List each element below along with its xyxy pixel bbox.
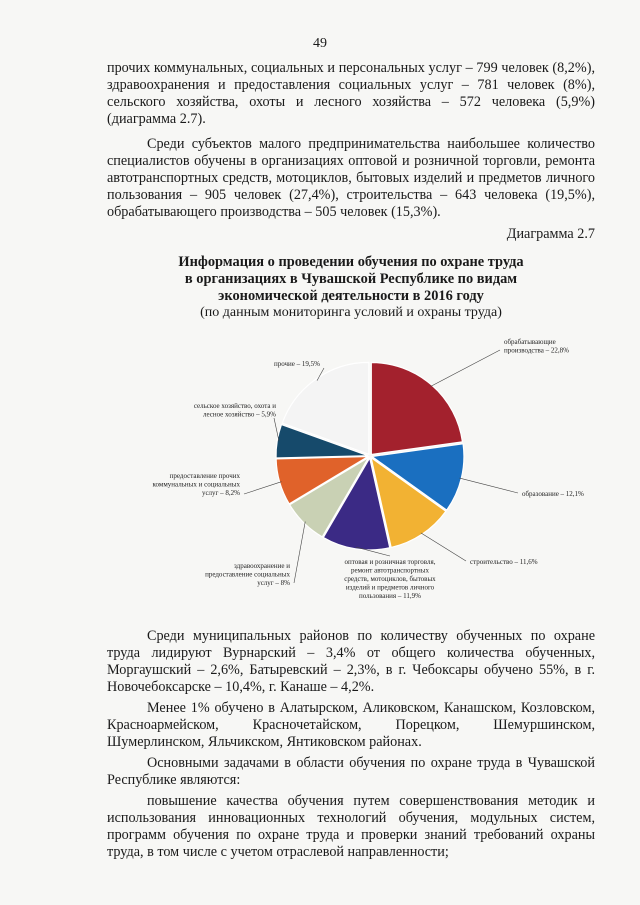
- diagram-caption: Диаграмма 2.7: [506, 226, 595, 242]
- pie-leader-line: [431, 350, 500, 386]
- pie-leader-line: [294, 522, 305, 583]
- chart-title-line-3: экономической деятельности в 2016 году: [218, 288, 484, 304]
- pie-slice-label: сельское хозяйство, охота и лесное хозяйство – 5,9%: [193, 402, 276, 419]
- paragraph-task-1: повышение качества обучения путем совершенствования методик и использования инновационных технологий обучения, модульных систем, программ обучения по охране труда и проверки знаний требований охраны труда, в том числе с учетом отраслевой направленности;: [107, 793, 595, 860]
- pie-slice-label: строительство – 11,6%: [470, 558, 538, 566]
- pie-slice-label: прочие – 19,5%: [273, 360, 320, 368]
- chart-title-line-2: в организациях в Чувашской Республике по видам: [184, 271, 518, 287]
- chart-title: [107, 254, 595, 305]
- paragraph-less-one: Менее 1% обучено в Алатырском, Аликовском, Канашском, Козловском, Красноармейском, Красночетайском, Порецком, Шемуршинском, Шумерлинском, Яльчикском, Янтиковском районах.: [107, 700, 595, 750]
- pie-slice-label: оптовая и розничная торговля, ремонт автотранспортных средств, мотоциклов, бытовых изделий и предметов личного пользования – 11,9%: [344, 558, 436, 600]
- paragraph-small-business: Среди субъектов малого предпринимательства наибольшее количество специалистов обучены в организациях оптовой и розничной торговли, ремонта автотранспортных средств, мотоциклов, бытовых изделий и предметов личного пользования – 905 человек (27,4%), строительства – 643 человека (19,5%), обрабатывающего производства – 505 человек (15,3%).: [107, 136, 595, 220]
- chart-title-line-1: Информация о проведении обучения по охране труда: [178, 254, 524, 270]
- chart-subtitle: (по данным мониторинга условий и охраны труда): [200, 305, 502, 320]
- pie-slice-label: образование – 12,1%: [522, 490, 584, 498]
- pie-slice-label: обрабатывающие производства – 22,8%: [504, 338, 569, 355]
- paragraph-districts: Среди муниципальных районов по количеству обученных по охране труда лидируют Вурнарский – 3,4% от общего количества обученных, Моргаушский – 2,6%, Батыревский – 2,3%, в г. Чебоксары обучено 55%, в г. Новочебоксарске – 10,4%, г. Канаше – 4,2%.: [107, 628, 595, 695]
- pie-leader-line: [274, 418, 279, 441]
- pie-leader-line: [244, 482, 281, 494]
- pie-leader-line: [459, 478, 518, 493]
- text-top-section: [107, 60, 595, 221]
- pie-leader-line: [421, 533, 466, 561]
- pie-chart: [0, 330, 640, 620]
- paragraph-tasks: Основными задачами в области обучения по охране труда в Чувашской Республике являются:: [107, 755, 595, 788]
- page-number: 49: [313, 36, 327, 51]
- paragraph-top: прочих коммунальных, социальных и персональных услуг – 799 человек (8,2%), здравоохранения и предоставления социальных услуг – 781 человек (8%), сельского хозяйства, охоты и лесного хозяйства – 572 человека (5,9%) (диаграмма 2.7).: [107, 60, 595, 127]
- pie-slice-label: здравоохранение и предоставление социальных услуг – 8%: [205, 562, 290, 587]
- text-bottom-section: [107, 628, 595, 861]
- pie-slice: [371, 362, 462, 454]
- pie-slice-label: предоставление прочих коммунальных и социальных услуг – 8,2%: [152, 472, 240, 497]
